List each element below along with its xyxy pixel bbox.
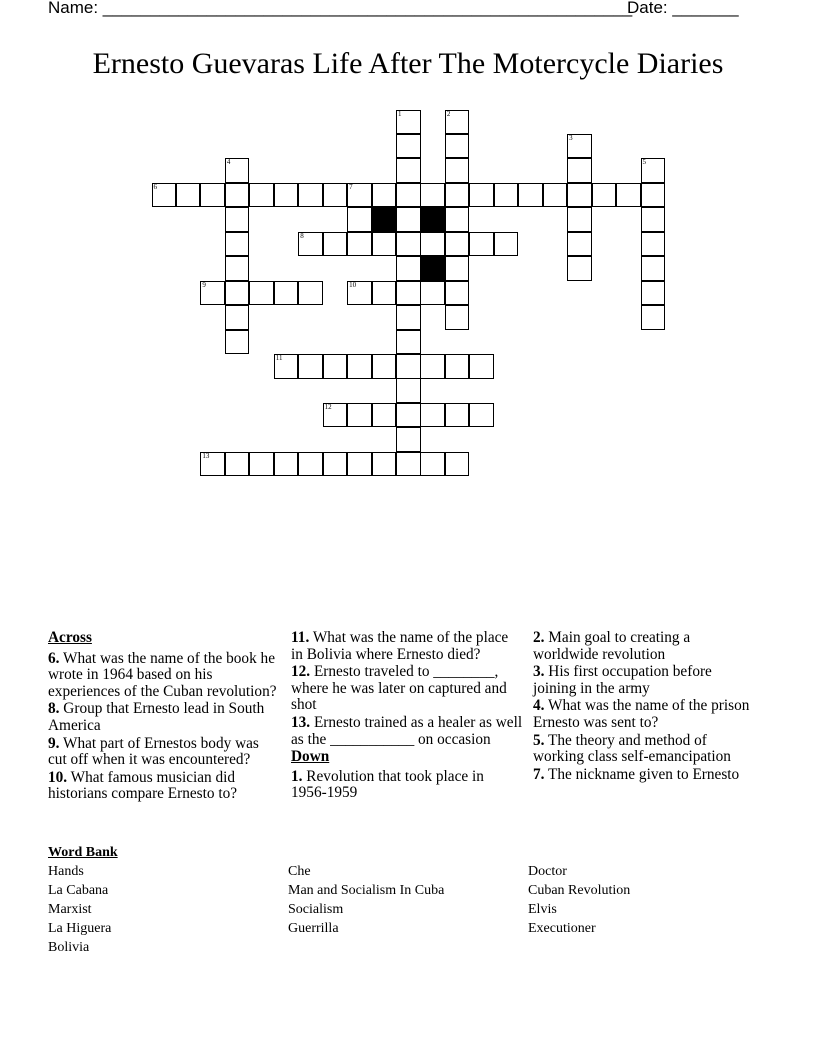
crossword-cell[interactable]: [396, 281, 421, 306]
word-bank-item: La Higuera: [48, 921, 112, 936]
crossword-cell[interactable]: [225, 305, 250, 330]
clue-down-5: 5. The theory and method of working class self-emancipation: [533, 731, 731, 766]
crossword-cell[interactable]: [543, 183, 568, 208]
crossword-cell[interactable]: [445, 158, 470, 183]
clue-across-8: 8. Group that Ernesto lead in South America: [48, 700, 265, 734]
clue-number-label: 12: [324, 402, 332, 411]
crossword-cell[interactable]: [445, 403, 470, 428]
crossword-cell[interactable]: [567, 158, 592, 183]
crossword-cell[interactable]: [200, 183, 225, 208]
crossword-cell[interactable]: [420, 452, 445, 477]
clue-number-label: 1: [398, 109, 402, 118]
crossword-cell[interactable]: [347, 281, 372, 306]
crossword-cell[interactable]: [347, 232, 372, 257]
page-title: Ernesto Guevaras Life After The Motercycle Diaries: [92, 47, 724, 80]
word-bank-item: Socialism: [288, 902, 344, 917]
clue-down-1: 1. Revolution that took place in 1956-1959: [291, 767, 484, 802]
crossword-cell[interactable]: [372, 232, 397, 257]
word-bank-item: Cuban Revolution: [528, 883, 631, 898]
word-bank-item: Man and Socialism In Cuba: [288, 883, 445, 898]
clue-across-9: 9. What part of Ernestos body was cut off when it was encountered?: [48, 734, 259, 769]
clue-number-label: 10: [349, 280, 357, 289]
crossword-cell[interactable]: [200, 452, 225, 477]
crossword-cell[interactable]: [396, 207, 421, 232]
crossword-grid: [0, 0, 816, 500]
crossword-cell[interactable]: [518, 183, 543, 208]
crossword-cell[interactable]: [420, 281, 445, 306]
clue-down-7: 7. The nickname given to Ernesto: [533, 765, 740, 783]
crossword-cell[interactable]: [249, 452, 274, 477]
crossword-cell[interactable]: [420, 183, 445, 208]
crossword-cell[interactable]: [494, 232, 519, 257]
clue-number-label: 7: [349, 182, 353, 191]
crossword-cell[interactable]: [445, 281, 470, 306]
crossword-cell[interactable]: [347, 207, 372, 232]
crossword-cell[interactable]: [396, 354, 421, 379]
crossword-cell[interactable]: [372, 281, 397, 306]
crossword-cell[interactable]: [274, 452, 299, 477]
clue-number-label: 2: [446, 109, 451, 118]
clues-column-1: [48, 630, 280, 804]
crossword-cell[interactable]: [396, 110, 421, 135]
crossword-cell[interactable]: [641, 207, 666, 232]
crossword-cell[interactable]: [274, 354, 299, 379]
crossword-cell[interactable]: [445, 305, 470, 330]
crossword-cell[interactable]: [641, 256, 666, 281]
word-bank-item: Doctor: [528, 864, 567, 879]
word-bank-title: Word Bank: [48, 845, 118, 860]
clues-column-2: [291, 630, 523, 803]
crossword-cell[interactable]: [225, 158, 250, 183]
crossword-cell[interactable]: [641, 158, 666, 183]
clue-number-label: 9: [202, 280, 206, 289]
crossword-cell[interactable]: [445, 110, 470, 135]
across-heading: Across: [48, 629, 92, 646]
crossword-cell[interactable]: [249, 281, 274, 306]
crossword-cell[interactable]: [567, 134, 592, 159]
crossword-cell[interactable]: [420, 232, 445, 257]
crossword-block-cell: [372, 207, 397, 232]
crossword-cell[interactable]: [469, 403, 494, 428]
crossword-cell[interactable]: [200, 281, 225, 306]
crossword-cell[interactable]: [396, 134, 421, 159]
word-bank-column-1: [48, 862, 111, 957]
crossword-cell[interactable]: [420, 354, 445, 379]
crossword-cell[interactable]: [567, 232, 592, 257]
crossword-cell[interactable]: [420, 403, 445, 428]
crossword-cell[interactable]: [372, 183, 397, 208]
crossword-cell[interactable]: [641, 183, 666, 208]
crossword-cell[interactable]: [323, 183, 348, 208]
crossword-cell[interactable]: [274, 183, 299, 208]
crossword-cell[interactable]: [445, 256, 470, 281]
crossword-cell[interactable]: [372, 403, 397, 428]
crossword-cell[interactable]: [396, 183, 421, 208]
crossword-cell[interactable]: [592, 183, 617, 208]
word-bank-item: Elvis: [528, 902, 557, 917]
crossword-cell[interactable]: [225, 232, 250, 257]
crossword-cell[interactable]: [372, 354, 397, 379]
crossword-cell[interactable]: [567, 256, 592, 281]
clue-number-label: 3: [569, 133, 573, 142]
crossword-cell[interactable]: [323, 232, 348, 257]
crossword-cell[interactable]: [323, 452, 348, 477]
crossword-cell[interactable]: [396, 427, 421, 452]
crossword-cell[interactable]: [176, 183, 201, 208]
crossword-block-cell: [420, 256, 445, 281]
clue-number-label: 13: [202, 451, 210, 460]
crossword-cell[interactable]: [445, 134, 470, 159]
crossword-cell[interactable]: [396, 158, 421, 183]
crossword-cell[interactable]: [396, 305, 421, 330]
clue-across-10: 10. What famous musician did historians compare Ernesto to?: [48, 768, 238, 803]
word-bank-item: Che: [288, 864, 311, 879]
crossword-cell[interactable]: [396, 256, 421, 281]
crossword-cell[interactable]: [225, 330, 250, 355]
word-bank-item: La Cabana: [48, 883, 109, 898]
crossword-cell[interactable]: [372, 452, 397, 477]
crossword-block-cell: [420, 207, 445, 232]
crossword-cell[interactable]: [323, 354, 348, 379]
clues-column-3: [533, 630, 755, 784]
crossword-cell[interactable]: [567, 207, 592, 232]
crossword-cell[interactable]: [225, 452, 250, 477]
crossword-cell[interactable]: [347, 403, 372, 428]
clue-down-2: 2. Main goal to creating a worldwide revolution: [533, 629, 691, 663]
crossword-cell[interactable]: [225, 207, 250, 232]
crossword-cell[interactable]: [298, 354, 323, 379]
crossword-cell[interactable]: [445, 183, 470, 208]
crossword-cell[interactable]: [225, 281, 250, 306]
crossword-cell[interactable]: [347, 452, 372, 477]
word-bank-column-2: [288, 862, 444, 938]
crossword-cell[interactable]: [396, 452, 421, 477]
crossword-cell[interactable]: [445, 452, 470, 477]
crossword-cell[interactable]: [347, 183, 372, 208]
crossword-cell[interactable]: [298, 452, 323, 477]
crossword-cell[interactable]: [347, 354, 372, 379]
crossword-cell[interactable]: [396, 330, 421, 355]
crossword-cell[interactable]: [469, 232, 494, 257]
date-field-label: Date: _______: [627, 0, 739, 17]
word-bank-column-3: [528, 862, 630, 938]
down-heading: Down: [291, 748, 330, 766]
clue-across-6: 6. What was the name of the book he wrote in 1964 based on his experiences of the Cuban revolution?: [48, 649, 277, 700]
clue-number-label: 8: [300, 231, 304, 240]
clue-down-4: 4. What was the name of the prison Ernesto was sent to?: [533, 697, 750, 731]
crossword-cell[interactable]: [567, 183, 592, 208]
clue-number-label: 6: [153, 182, 157, 191]
clue-across-12: 12. Ernesto traveled to ________, where he was later on captured and shot: [291, 663, 507, 714]
crossword-cell[interactable]: [225, 256, 250, 281]
word-bank-item: Marxist: [48, 902, 92, 917]
crossword-cell[interactable]: [445, 232, 470, 257]
clue-number-label: 5: [642, 158, 646, 167]
crossword-cell[interactable]: [298, 232, 323, 257]
crossword-cell[interactable]: [323, 403, 348, 428]
clue-number-label: 4: [226, 158, 231, 167]
crossword-cell[interactable]: [616, 183, 641, 208]
crossword-cell[interactable]: [298, 183, 323, 208]
name-field-label: Name: ________________________________________________________: [48, 0, 633, 17]
crossword-cell[interactable]: [225, 183, 250, 208]
crossword-cell[interactable]: [641, 232, 666, 257]
word-bank-item: Bolivia: [48, 940, 90, 955]
crossword-cell[interactable]: [298, 281, 323, 306]
crossword-cell[interactable]: [396, 403, 421, 428]
word-bank-item: Guerrilla: [288, 921, 339, 936]
crossword-cell[interactable]: [274, 281, 299, 306]
crossword-cell[interactable]: [494, 183, 519, 208]
clue-across-13: 13. Ernesto trained as a healer as well as the ___________ on occasion: [291, 713, 523, 748]
crossword-cell[interactable]: [396, 378, 421, 403]
word-bank-item: Hands: [48, 864, 84, 879]
crossword-cell[interactable]: [469, 183, 494, 208]
crossword-cell[interactable]: [469, 354, 494, 379]
crossword-cell[interactable]: [641, 281, 666, 306]
clue-down-3: 3. His first occupation before joining in the army: [533, 663, 712, 697]
clue-number-label: 11: [275, 354, 283, 362]
crossword-cell[interactable]: [445, 207, 470, 232]
crossword-cell[interactable]: [396, 232, 421, 257]
crossword-cell[interactable]: [641, 305, 666, 330]
crossword-cell[interactable]: [152, 183, 177, 208]
word-bank-item: Executioner: [528, 921, 596, 936]
clue-across-11: 11. What was the name of the place in Bolivia where Ernesto died?: [291, 629, 509, 663]
crossword-cell[interactable]: [249, 183, 274, 208]
crossword-cell[interactable]: [445, 354, 470, 379]
